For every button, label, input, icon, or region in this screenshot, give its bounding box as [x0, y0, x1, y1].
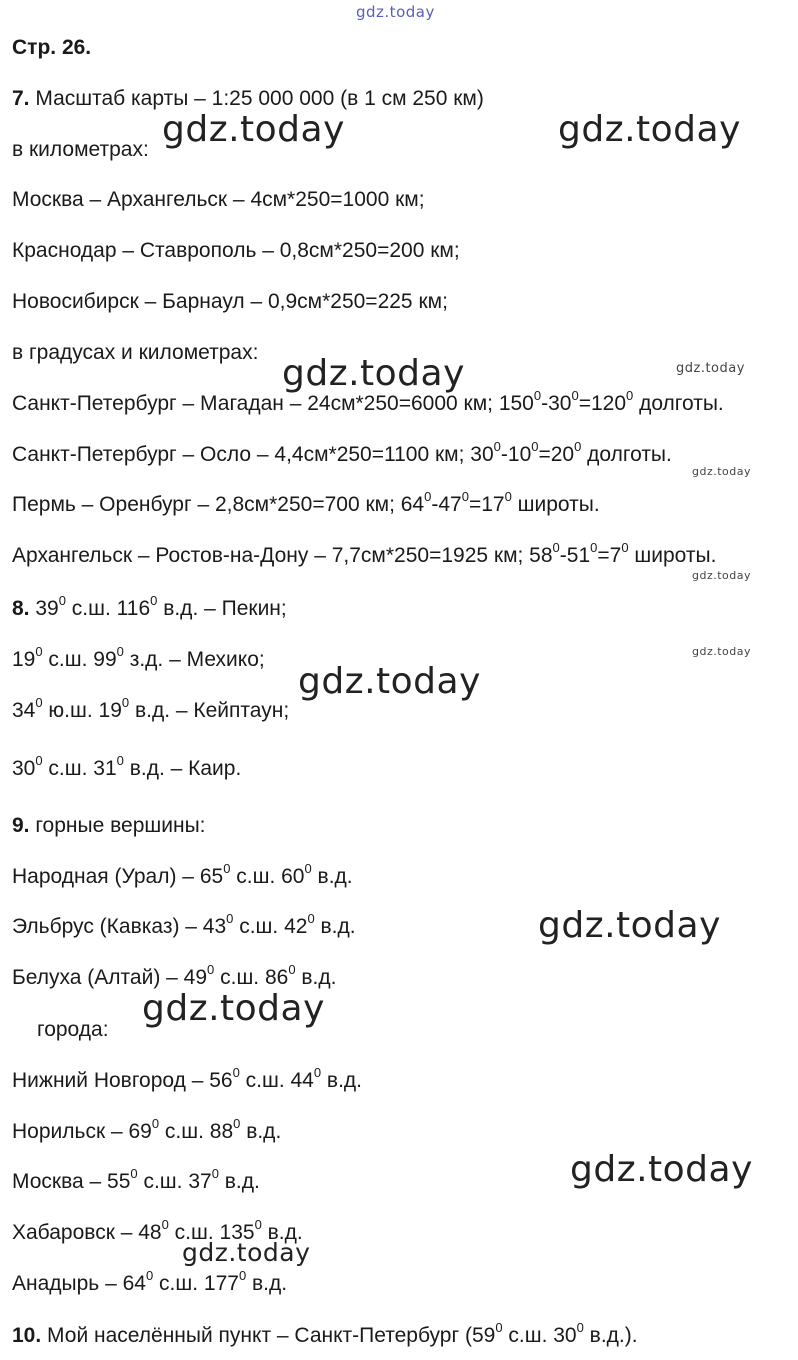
- q8-row: 8. $39^0$ с.ш. $116^0$ в.д. – Пекин;: [12, 593, 287, 620]
- q9-city-row: Москва – $55^0$ с.ш. $37^0$ в.д.: [12, 1166, 260, 1193]
- q7-title: 7. Масштаб карты – 1:25 000 000 (в 1 см 250 км): [12, 87, 484, 110]
- q10-row: 10. Мой населённый пункт – Санкт-Петербург ($59^0$ с.ш. $30^0$ в.д.).: [12, 1320, 638, 1347]
- page-title: Стр. 26.: [12, 36, 92, 59]
- q7-km-row: Новосибирск – Барнаул – 0,9см*250=225 км;: [12, 290, 448, 313]
- q7-km-row: Москва – Архангельск – 4см*250=1000 км;: [12, 188, 425, 211]
- watermark: gdz.today: [570, 1149, 753, 1190]
- watermark-top: gdz.today: [356, 3, 435, 21]
- watermark: gdz.today: [692, 645, 752, 658]
- q9-peak-row: Белуха (Алтай) – $49^0$ с.ш. $86^0$ в.д.: [12, 962, 337, 989]
- q9-peak-row: Народная (Урал) – $65^0$ с.ш. $60^0$ в.д.: [12, 861, 353, 888]
- q7-deg-row: Санкт-Петербург – Магадан – 24см*250=6000 км; $150^0-30^0=120^0$ долготы.: [12, 388, 724, 415]
- q8-row: $19^0$ с.ш. $99^0$ з.д. – Мехико;: [12, 644, 265, 671]
- watermark: gdz.today: [538, 905, 721, 946]
- watermark: gdz.today: [182, 1238, 311, 1267]
- watermark: gdz.today: [298, 661, 481, 702]
- q7-deg-row: Пермь – Оренбург – 2,8см*250=700 км; $64^0-47^0=17^0$ широты.: [12, 489, 600, 516]
- q9-city-row: Нижний Новгород – $56^0$ с.ш. $44^0$ в.д.: [12, 1065, 363, 1092]
- watermark: gdz.today: [692, 569, 752, 582]
- q9-city-row: Норильск – $69^0$ с.ш. $88^0$ в.д.: [12, 1116, 282, 1143]
- watermark: gdz.today: [282, 353, 465, 394]
- q9-cities-title: города:: [37, 1018, 109, 1041]
- q9-city-row: Анадырь – $64^0$ с.ш. $177^0$ в.д.: [12, 1268, 288, 1295]
- watermark: gdz.today: [558, 109, 741, 150]
- watermark: gdz.today: [692, 465, 752, 478]
- watermark: gdz.today: [162, 109, 345, 150]
- q7-km-row: Краснодар – Ставрополь – 0,8см*250=200 км;: [12, 239, 460, 262]
- watermark: gdz.today: [142, 988, 325, 1029]
- q7-deg-row: Санкт-Петербург – Осло – 4,4см*250=1100 км; $30^0-10^0=20^0$ долготы.: [12, 439, 672, 466]
- q8-row: $30^0$ с.ш. $31^0$ в.д. – Каир.: [12, 753, 242, 780]
- q8-row: $34^0$ ю.ш. $19^0$ в.д. – Кейптаун;: [12, 695, 290, 722]
- q9-title: 9. горные вершины:: [12, 814, 206, 837]
- q9-city-row: Хабаровск – $48^0$ с.ш. $135^0$ в.д.: [12, 1217, 303, 1244]
- q7-sub-km: в километрах:: [12, 138, 149, 161]
- q7-deg-row: Архангельск – Ростов-на-Дону – 7,7см*250=1925 км; $58^0-51^0=7^0$ широты.: [12, 540, 717, 567]
- q7-sub-deg: в градусах и километрах:: [12, 341, 259, 364]
- watermark: gdz.today: [676, 361, 745, 376]
- q9-peak-row: Эльбрус (Кавказ) – $43^0$ с.ш. $42^0$ в.д.: [12, 911, 356, 938]
